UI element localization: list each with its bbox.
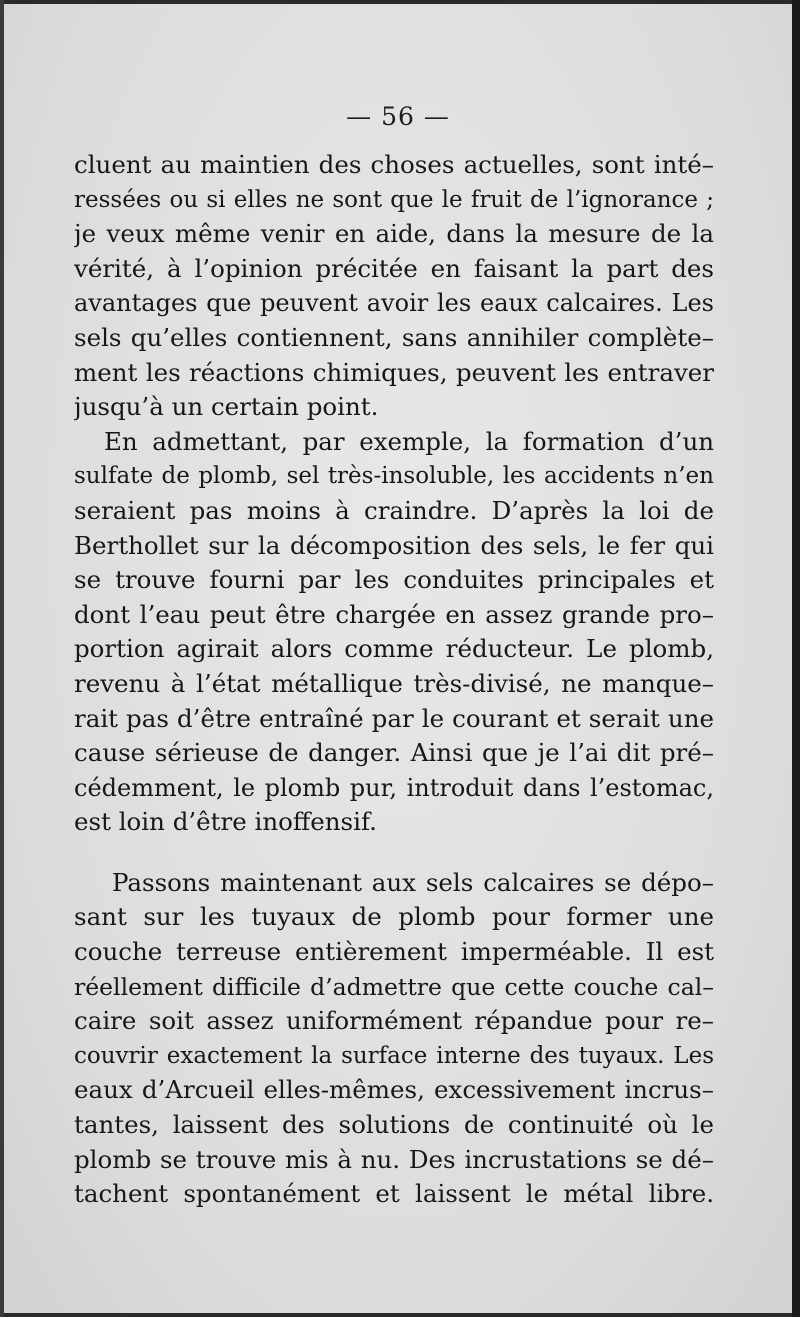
text-line: cause sérieuse de danger. Ainsi que je l’ai dit pré– [74,738,714,768]
text-line: ment les réactions chimiques, peuvent les entraver [74,357,714,387]
text-line: avantages que peuvent avoir les eaux calcaires. Les [74,289,714,318]
text-line: portion agirait alors comme réducteur. Le plomb, [74,634,714,664]
text-line: cédemment, le plomb pur, introduit dans l’estomac, [74,773,714,802]
text-line: vérité, à l’opinion précitée en faisant la part des [74,253,714,283]
text-line: couvrir exactement la surface interne des tuyaux. Les [74,1042,714,1069]
text-line: jusqu’à un certain point. [74,392,379,422]
text-line: dont l’eau peut être chargée en assez grande pro– [74,599,714,629]
text-line: tachent spontanément et laissent le métal libre. [74,1179,714,1209]
paragraph-3 [74,866,714,1212]
paragraph-2 [74,425,714,840]
text-line: sant sur les tuyaux de plomb pour former une [74,902,714,932]
text-line: caire soit assez uniformément répandue pour re– [74,1006,714,1036]
body-text [74,148,714,1212]
text-line: se trouve fourni par les conduites principales et [74,565,714,595]
page-number: — 56 — [346,102,450,131]
paragraph-gap [74,840,714,866]
text-line: est loin d’être inoffensif. [74,807,377,837]
text-line: eaux d’Arcueil elles-mêmes, excessivement incrus– [74,1075,714,1105]
book-page [4,4,792,1313]
text-line: réellement difficile d’admettre que cette couche cal– [74,972,714,1001]
page-edge-right [792,0,800,1317]
text-line: cluent au maintien des choses actuelles, sont inté– [74,150,714,179]
text-line: couche terreuse entièrement imperméable. Il est [74,937,714,967]
text-line: je veux même venir en aide, dans la mesure de la [74,219,714,249]
text-line: tantes, laissent des solutions de continuité où le [74,1110,714,1140]
text-line: En admettant, par exemple, la formation d’un [104,426,714,456]
text-line: Berthollet sur la décomposition des sels, le fer qui [74,530,714,560]
text-line: rait pas d’être entraîné par le courant et serait une [74,703,714,733]
text-line: Passons maintenant aux sels calcaires se dépo– [112,867,714,897]
text-line: revenu à l’état métallique très-divisé, ne manque– [74,668,714,698]
text-line: ressées ou si elles ne sont que le fruit de l’ignorance ; [74,186,714,213]
text-line: sels qu’elles contiennent, sans annihiler complète– [74,322,714,352]
text-line: seraient pas moins à craindre. D’après la loi de [74,495,714,525]
text-line: sulfate de plomb, sel très-insoluble, les accidents n’en [74,463,714,490]
text-line: plomb se trouve mis à nu. Des incrustations se dé– [74,1144,714,1174]
paragraph-1 [74,148,714,425]
